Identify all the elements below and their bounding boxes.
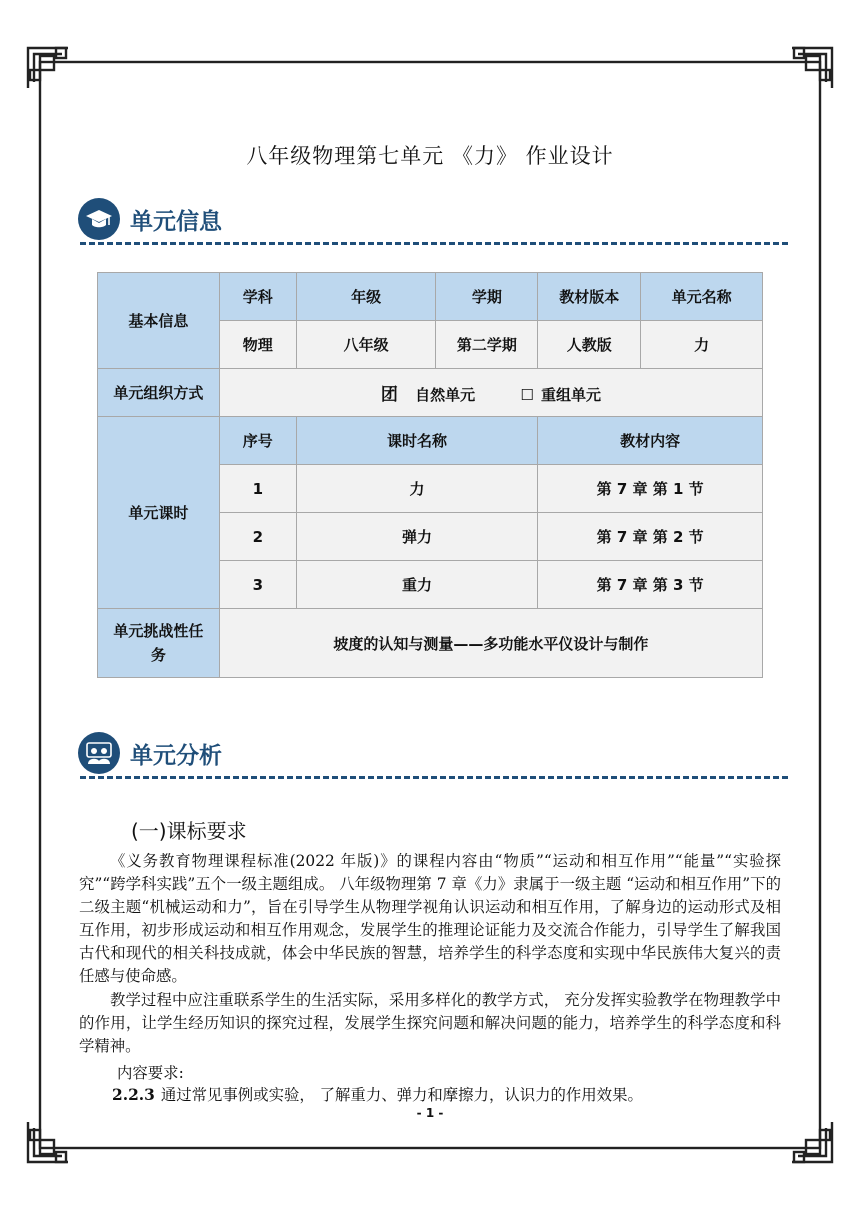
header-cell: 学科 [219, 273, 296, 321]
unchecked-box-icon: ☐ [520, 386, 534, 404]
subheading: (一)课标要求 [131, 819, 247, 843]
document-title: 八年级物理第七单元 《力》 作业设计 [246, 144, 614, 168]
lesson-number: 3 [219, 561, 296, 609]
paragraph: 教学过程中应注重联系学生的生活实际，采用多样化的教学方式， 充分发挥实验教学在物理教学中的作用，让学生经历知识的探究过程，发展学生探究问题和解决问题的能力，培养学生的科学态度和科学精神。 [79, 991, 781, 1055]
org-label: 单元组织方式 [98, 369, 220, 417]
value-cell: 人教版 [538, 321, 641, 369]
people-icon [78, 732, 120, 774]
requirements-label: 内容要求: [117, 1064, 184, 1082]
value-cell: 第二学期 [436, 321, 538, 369]
header-cell: 年级 [296, 273, 436, 321]
value-cell: 力 [641, 321, 763, 369]
section-unit-analysis-header [78, 732, 222, 774]
lesson-name: 重力 [296, 561, 538, 609]
value-cell: 八年级 [296, 321, 436, 369]
challenge-value: 坡度的认知与测量——多功能水平仪设计与制作 [219, 609, 762, 678]
section-title: 单元信息 [130, 208, 222, 235]
requirement-text: 通过常见事例或实验， 了解重力、弹力和摩擦力，认识力的作用效果。 [160, 1086, 643, 1104]
requirement-code: 2.2.3 [112, 1086, 155, 1104]
section-divider [80, 776, 788, 779]
page-number: - 1 - [416, 1106, 444, 1120]
lesson-number: 2 [219, 513, 296, 561]
graduation-cap-icon [78, 198, 120, 240]
unit-info-table [97, 272, 763, 678]
challenge-label: 单元挑战性任务 [98, 609, 220, 678]
section-unit-info-header [78, 198, 222, 240]
checked-box-icon: 团 [380, 385, 398, 405]
lesson-content: 第 7 章 第 1 节 [538, 465, 763, 513]
org-option-regroup: 重组单元 [541, 386, 602, 404]
paragraph: 《义务教育物理课程标准(2022 年版)》的课程内容由“物质”“运动和相互作用”“能量”“实验探究”“跨学科实践”五个一级主题组成。 八年级物理第 7 章《力》隶属于一级主题 “运动和相互作用”下的二级主题“机械运动和力”，旨在引导学生从物理学视角认识运动和相互作用，了解身边的运动形式及相互作用，初步形成运动和相互作用观念，发展学生的推理论证能力及交流合作能力，引导学生了解我国古代和现代的相关科技成就，体会中华民族的智慧，培养学生的科学态度和实现中华民族伟大复兴的责任感与使命感。 [79, 852, 781, 985]
header-cell: 教材版本 [538, 273, 641, 321]
section-title: 单元分析 [130, 742, 222, 769]
lesson-header-cell: 序号 [219, 417, 296, 465]
lesson-name: 力 [296, 465, 538, 513]
lesson-content: 第 7 章 第 2 节 [538, 513, 763, 561]
lesson-number: 1 [219, 465, 296, 513]
section-divider [80, 242, 788, 245]
requirement-item [112, 1083, 643, 1105]
lessons-label: 单元课时 [98, 417, 220, 609]
header-cell: 学期 [436, 273, 538, 321]
org-options [219, 369, 762, 417]
org-option-natural: 自然单元 [415, 386, 476, 404]
header-cell: 单元名称 [641, 273, 763, 321]
basic-info-label: 基本信息 [98, 273, 220, 369]
lesson-header-cell: 课时名称 [296, 417, 538, 465]
value-cell: 物理 [219, 321, 296, 369]
lesson-content: 第 7 章 第 3 节 [538, 561, 763, 609]
lesson-header-cell: 教材内容 [538, 417, 763, 465]
lesson-name: 弹力 [296, 513, 538, 561]
